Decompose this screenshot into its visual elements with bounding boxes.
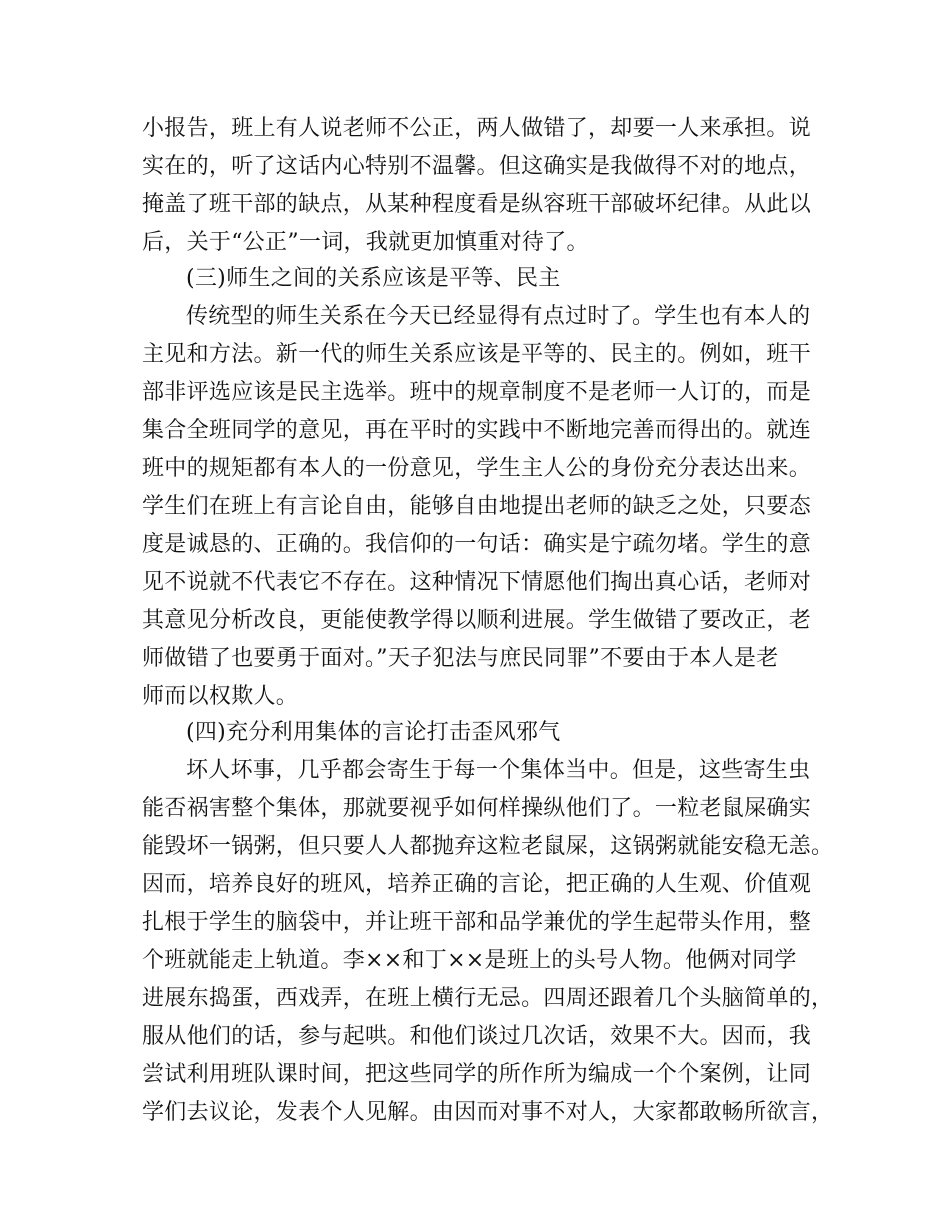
section-heading: (四)充分利用集体的言论打击歪风邪气 xyxy=(186,720,561,745)
text-line: 学们去议论，发表个人见解。由因而对事不对人，大家都敢畅所欲言， xyxy=(142,1100,834,1125)
text-line: 实在的，听了这话内心特别不温馨。但这确实是我做得不对的地点， xyxy=(142,154,812,179)
text-line: 小报告，班上有人说老师不公正，两人做错了，却要一人来承担。说 xyxy=(142,116,812,141)
text-line: 能否祸害整个集体，那就要视乎如何样操纵他们了。一粒老鼠屎确实 xyxy=(142,796,812,821)
text-line: 学生们在班上有言论自由，能够自由地提出老师的缺乏之处，只要态 xyxy=(142,494,812,519)
text-line: 其意见分析改良，更能使教学得以顺利进展。学生做错了要改正，老 xyxy=(142,608,812,633)
text-line: 扎根于学生的脑袋中，并让班干部和品学兼优的学生起带头作用，整 xyxy=(142,910,812,935)
text-line: 师而以权欺人。 xyxy=(142,684,299,709)
text-line: 能毁坏一锅粥，但只要人人都抛弃这粒老鼠屎，这锅粥就能安稳无恙。 xyxy=(142,834,834,859)
text-line: 掩盖了班干部的缺点，从某种程度看是纵容班干部破坏纪律。从此以 xyxy=(142,192,812,217)
text-line: 班中的规矩都有本人的一份意见，学生主人公的身份充分表达出来。 xyxy=(142,456,812,481)
text-line: 后，关于“公正”一词，我就更加慎重对待了。 xyxy=(142,230,589,255)
text-line: 部非评选应该是民主选举。班中的规章制度不是老师一人订的，而是 xyxy=(142,380,812,405)
text-line: 集合全班同学的意见，再在平时的实践中不断地完善而得出的。就连 xyxy=(142,418,812,443)
text-line: 服从他们的话，参与起哄。和他们谈过几次话，效果不大。因而，我 xyxy=(142,1024,812,1049)
text-line: 坏人坏事，几乎都会寄生于每一个集体当中。但是，这些寄生虫 xyxy=(186,758,811,783)
text-line: 师做错了也要勇于面对。”天子犯法与庶民同罪”不要由于本人是老 xyxy=(142,646,779,671)
text-line: 进展东捣蛋，西戏弄，在班上横行无忌。四周还跟着几个头脑简单的， xyxy=(142,986,834,1011)
text-line: 传统型的师生关系在今天已经显得有点过时了。学生也有本人的 xyxy=(186,304,811,329)
text-line: 个班就能走上轨道。李××和丁××是班上的头号人物。他俩对同学 xyxy=(142,948,797,973)
text-line: 主见和方法。新一代的师生关系应该是平等的、民主的。例如，班干 xyxy=(142,342,812,367)
text-line: 尝试利用班队课时间，把这些同学的所作所为编成一个个案例，让同 xyxy=(142,1062,812,1087)
text-line: 见不说就不代表它不存在。这种情况下情愿他们掏出真心话，老师对 xyxy=(142,570,812,595)
text-line: 度是诚恳的、正确的。我信仰的一句话：确实是宁疏勿堵。学生的意 xyxy=(142,532,812,557)
text-line: 因而，培养良好的班风，培养正确的言论，把正确的人生观、价值观 xyxy=(142,872,812,897)
section-heading: (三)师生之间的关系应该是平等、民主 xyxy=(186,266,561,291)
